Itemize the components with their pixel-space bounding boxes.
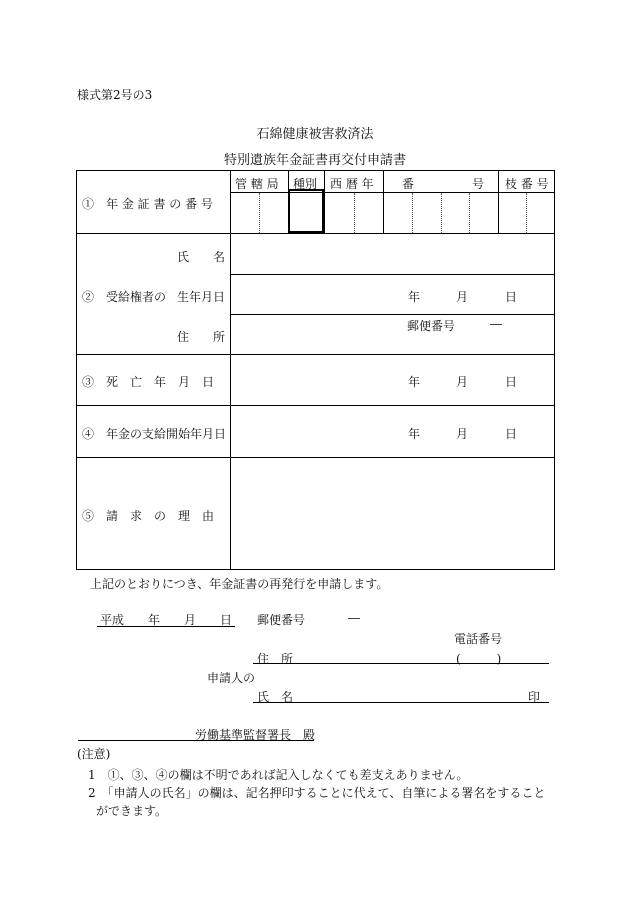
death-year-label: 年: [408, 375, 421, 389]
digit-divider: [354, 193, 355, 233]
digit-divider: [526, 193, 527, 233]
name-underline[interactable]: [253, 702, 549, 703]
statement: 上記のとおりにつき、年金証書の再発行を申請します。: [90, 577, 389, 591]
header-shubetsu: 種別: [293, 177, 318, 191]
row-label-death-date: ③ 死 亡 年 月 日: [82, 375, 215, 389]
date-underline: [97, 626, 235, 627]
header-edaban: 枝 番 号: [505, 177, 549, 191]
row-label-reason: ⑤ 請 求 の 理 由: [82, 509, 215, 523]
header-ban: 番: [402, 177, 415, 191]
form-id: 様式第2号の3: [77, 88, 153, 102]
start-day-label: 日: [505, 427, 518, 441]
sign-postal-dash: ―: [348, 611, 360, 625]
note-2-line1: 2 「申請人の氏名」の欄は、記名押印することに代えて、自筆による署名をすること: [88, 786, 546, 800]
notes-heading: (注意): [77, 747, 111, 761]
header-seireki: 西 暦 年: [330, 177, 374, 191]
note-2-line2: ができます。: [96, 804, 168, 818]
death-day-label: 日: [505, 375, 518, 389]
applicant-label: 申請人の: [207, 671, 256, 685]
note-1: 1 ①、③、④の欄は不明であれば記入しなくても差支えありません。: [88, 768, 469, 782]
death-month-label: 月: [456, 375, 469, 389]
row-divider-1: [76, 233, 555, 234]
digit-divider: [441, 193, 442, 233]
birth-year-label: 年: [408, 290, 421, 304]
col-divider-seireki: [324, 170, 325, 233]
row-divider-2b: [230, 314, 555, 315]
row-divider-4: [76, 405, 555, 406]
start-year-label: 年: [408, 427, 421, 441]
label-column-divider: [230, 170, 231, 570]
sign-date: 平成 年 月 日: [100, 613, 233, 627]
postal-dash: ―: [490, 317, 502, 331]
digit-divider: [469, 193, 470, 233]
shubetsu-input-box[interactable]: [288, 189, 324, 233]
header-go: 号: [472, 177, 485, 191]
sign-postal-label: 郵便番号: [257, 613, 306, 627]
row-label-pension-number: ① 年 金 証 書 の 番 号: [82, 197, 213, 211]
applicant-name-label: 氏 名: [257, 690, 294, 704]
phone-paren: ( ): [456, 652, 502, 666]
birth-month-label: 月: [456, 290, 469, 304]
col-divider-ban: [383, 170, 384, 233]
row-label-beneficiary: ② 受給権者の: [82, 290, 167, 304]
birth-day-label: 日: [505, 290, 518, 304]
start-month-label: 月: [456, 427, 469, 441]
row-label-payment-start: ④ 年金の支給開始年月日: [82, 427, 227, 441]
phone-label: 電話番号: [454, 632, 503, 646]
row-label-address: 住 所: [177, 330, 226, 344]
row-divider-2a: [230, 274, 555, 275]
seal-mark: 印: [528, 690, 541, 704]
row-divider-5: [76, 457, 555, 458]
form-title-line2: 特別遺族年金証書再交付申請書: [223, 153, 406, 168]
digit-divider: [412, 193, 413, 233]
row-divider-3: [76, 354, 555, 355]
col-divider-edaban: [498, 170, 499, 233]
form-title-line1: 石綿健康被害救済法: [256, 127, 374, 142]
row-label-birthdate: 生年月日: [177, 290, 226, 304]
postal-label: 郵便番号: [407, 319, 456, 333]
applicant-address-label: 住 所: [257, 652, 294, 666]
header-kankatsukyoku: 管 轄 局: [235, 177, 279, 191]
address-underline[interactable]: [253, 663, 549, 664]
header-divider: [230, 192, 555, 193]
digit-divider: [259, 193, 260, 233]
addressee: 労働基準監督署長 殿: [195, 728, 316, 742]
row-label-name: 氏 名: [177, 250, 226, 264]
